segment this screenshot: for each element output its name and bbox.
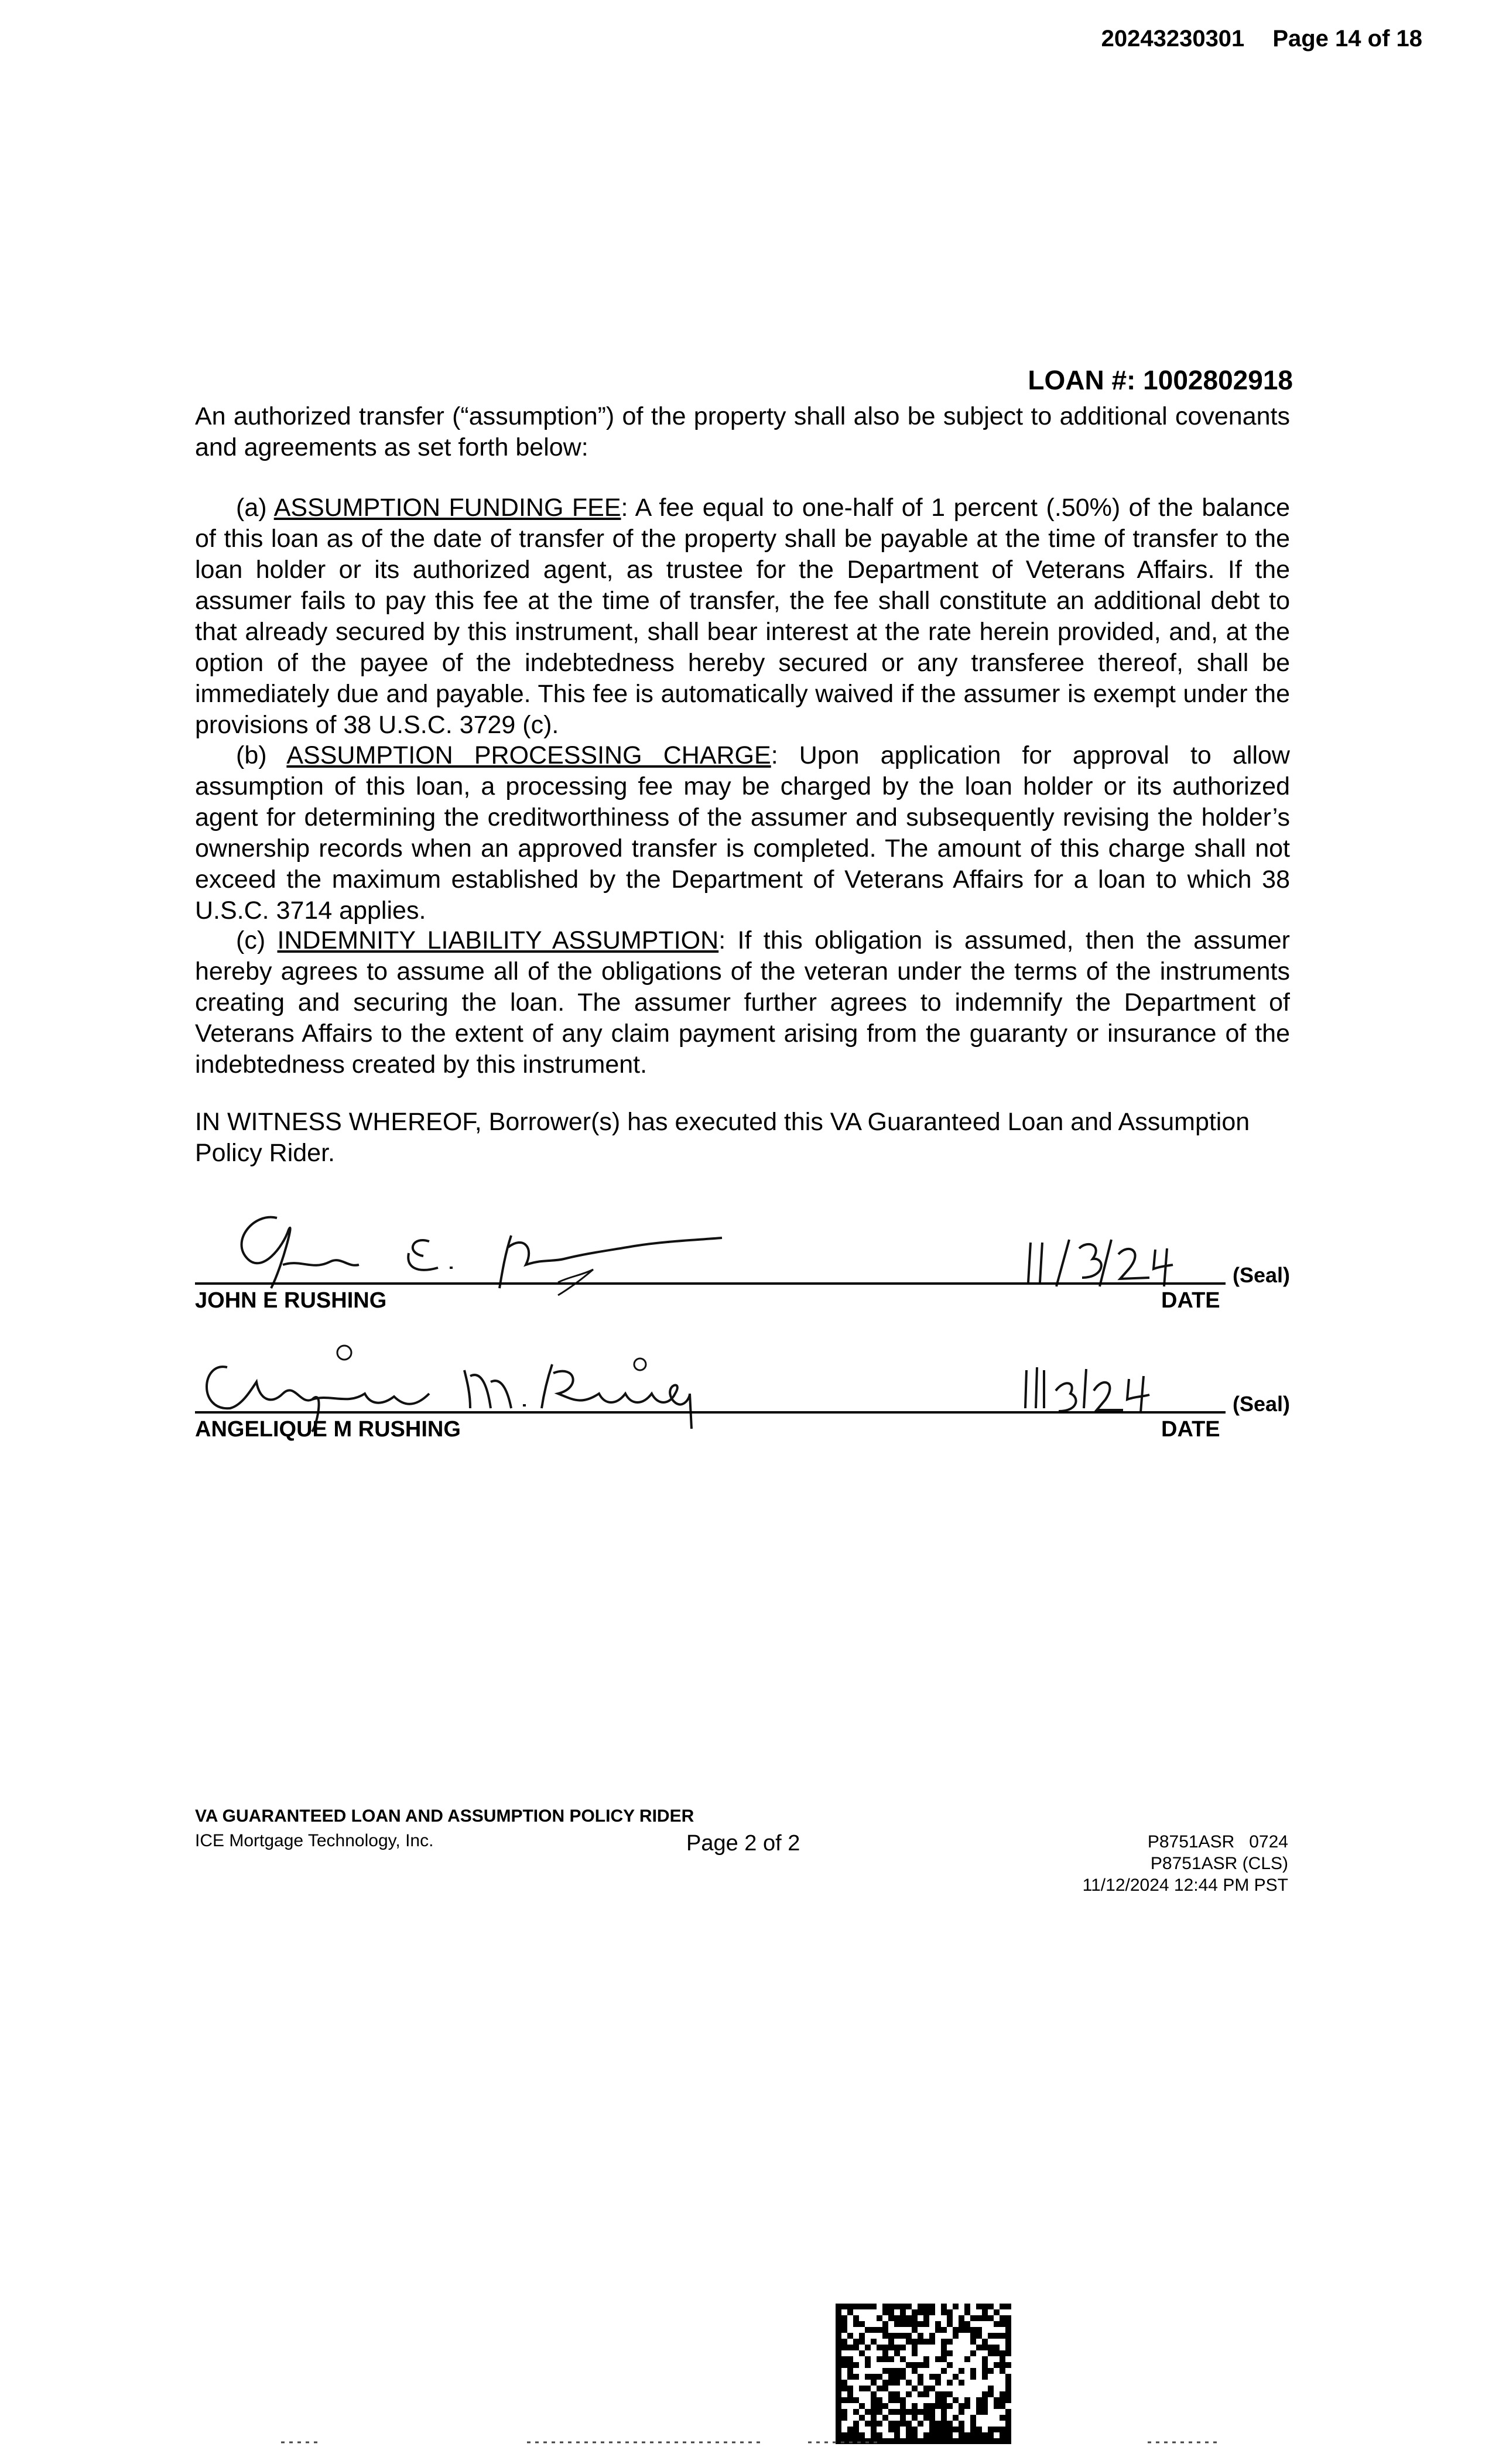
signer-name: ANGELIQUE M RUSHING xyxy=(195,1417,461,1442)
handwritten-date-john xyxy=(1024,1237,1176,1289)
section-c-paragraph xyxy=(195,925,1290,1080)
signer-name: JOHN E RUSHING xyxy=(195,1288,387,1313)
section-c-title: INDEMNITY LIABILITY ASSUMPTION xyxy=(277,926,719,954)
footer-company: ICE Mortgage Technology, Inc. xyxy=(195,1831,434,1850)
seal-label: (Seal) xyxy=(1232,1263,1290,1287)
section-b-title: ASSUMPTION PROCESSING CHARGE xyxy=(286,741,771,769)
signature-line xyxy=(195,1282,1226,1285)
intro-paragraph: An authorized transfer (“assumption”) of the property shall also be subject to additional covenants and agreements as set forth below: xyxy=(195,402,1290,461)
section-a-paragraph xyxy=(195,492,1290,741)
handwritten-date-angelique xyxy=(1021,1358,1173,1417)
footer-form-title: VA GUARANTEED LOAN AND ASSUMPTION POLICY RIDER xyxy=(195,1806,694,1826)
document-number: 20243230301 xyxy=(1101,26,1245,52)
page-counter: Page 14 of 18 xyxy=(1272,26,1422,52)
section-b-paragraph xyxy=(195,740,1290,926)
section-c-text: : If this obligation is assumed, then the assumer hereby agrees to assume all of the obligations of the veteran under the terms of the instruments creating and securing the loan. The assumer further agrees to indemnify the Department of Veterans Affairs to the extent of any claim payment arising from the guaranty or insurance of the indebtedness created by this instrument. xyxy=(195,926,1290,1079)
section-a-title: ASSUMPTION FUNDING FEE xyxy=(273,494,621,522)
scan-marks xyxy=(281,2439,1218,2446)
form-code-1: P8751ASR 0724 xyxy=(1147,1832,1288,1852)
section-a-prefix: (a) xyxy=(236,494,274,522)
form-code-2: P8751ASR (CLS) xyxy=(1150,1854,1288,1873)
section-c-prefix: (c) xyxy=(236,926,278,954)
section-b-text: : Upon application for approval to allow assumption of this loan, a processing fee may be charged by the loan holder or its authorized agent for determining the creditworthiness of the assumer and subsequently revising the holder’s ownership records when an approved transfer is completed. The amount of this charge shall not exceed the maximum established by the Department of Veterans Affairs for a loan to which 38 U.S.C. 3714 applies. xyxy=(195,741,1290,925)
page-header xyxy=(1101,26,1422,52)
witness-statement: IN WITNESS WHEREOF, Borrower(s) has executed this VA Guaranteed Loan and Assumption Policy Rider. xyxy=(195,1108,1250,1167)
date-label: DATE xyxy=(1161,1417,1220,1442)
signature-line xyxy=(195,1411,1226,1414)
seal-label: (Seal) xyxy=(1232,1392,1290,1416)
signature-block-borrower-2 xyxy=(195,1323,1290,1452)
date-label: DATE xyxy=(1161,1288,1220,1313)
footer-form-codes xyxy=(1083,1831,1288,1896)
signature-block-borrower-1 xyxy=(195,1195,1290,1323)
2d-barcode-icon xyxy=(836,2304,1011,2444)
form-timestamp: 11/12/2024 12:44 PM PST xyxy=(1082,1876,1288,1895)
section-a-text: : A fee equal to one-half of 1 percent (.50%) of the balance of this loan as of the date of transfer of the property shall be payable at the time of transfer to the loan holder or its authorized agent, as trustee for the Department of Veterans Affairs. If the assumer fails to pay this fee at the time of transfer, the fee shall constitute an additional debt to that already secured by this instrument, shall bear interest at the rate herein provided, and, at the option of the payee of the indebtedness hereby secured or any transferee thereof, shall be immediately due and payable. This fee is automatically waived if the assumer is exempt under the provisions of 38 U.S.C. 3729 (c). xyxy=(195,494,1290,739)
section-b-prefix: (b) xyxy=(236,741,287,769)
footer-page-number: Page 2 of 2 xyxy=(686,1831,800,1856)
loan-number: LOAN #: 1002802918 xyxy=(1028,365,1293,395)
